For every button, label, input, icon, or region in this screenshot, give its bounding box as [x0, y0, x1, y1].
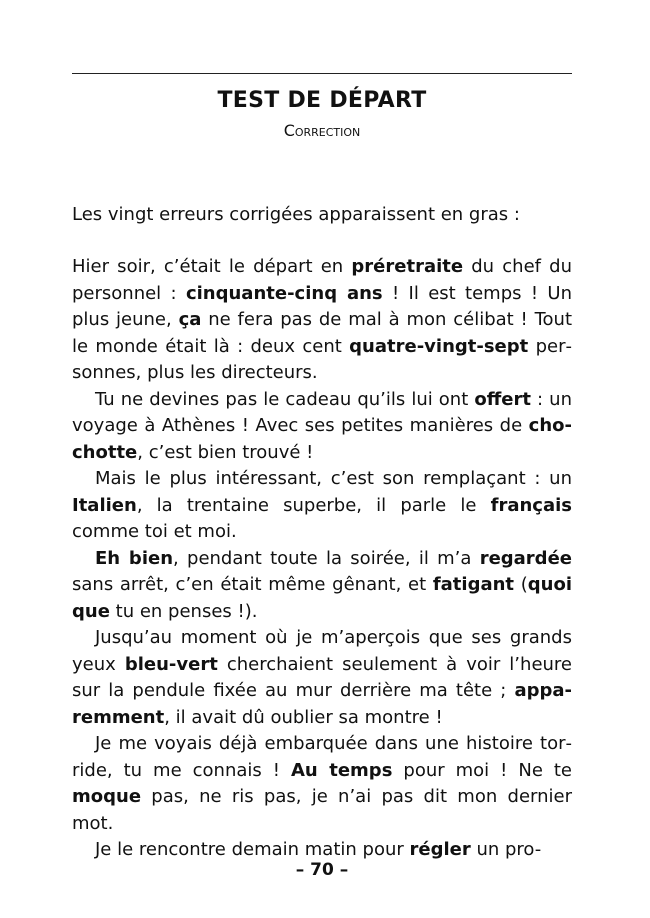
text-run: comme toi et moi. [72, 521, 237, 542]
corrected-word: quatre-vingt-sept [349, 335, 529, 357]
text-run: Tu ne devines pas le cadeau qu’ils lui ont [95, 388, 475, 410]
text-run: personnes, plus les directeurs. [72, 335, 572, 383]
corrected-word: français [490, 494, 572, 516]
body-text [72, 254, 572, 864]
text-run: , c’est bien trouvé ! [137, 441, 314, 463]
text-run: ! Il est temps ! Un plus jeune, [72, 282, 572, 330]
text-run: Jusqu’au moment où je m’aperçois que ses grands yeux [72, 627, 572, 675]
corrected-word: moque [72, 786, 142, 807]
text-run: pas, ne ris pas, je n’ai pas dit mon dernier mot. [72, 786, 572, 834]
corrected-word: Italien [72, 494, 137, 516]
text-run: , la trentaine superbe, il parle le [136, 494, 491, 516]
corrected-word: régler [409, 839, 471, 860]
text-run: Hier soir, c’était le départ en [72, 256, 352, 277]
top-rule [72, 73, 572, 74]
corrected-word: chochotte [72, 415, 572, 463]
text-run: tu en penses !). [109, 600, 258, 622]
paragraph [72, 387, 572, 467]
text-run: pour moi ! Ne te [392, 759, 573, 781]
corrected-word: offert [474, 388, 531, 410]
paragraph [72, 546, 572, 626]
text-run: Mais le plus intéressant, c’est son remplaçant : un [95, 468, 572, 489]
intro-text: Les vingt erreurs corrigées apparaissent en gras : [72, 204, 520, 225]
corrected-word: ça [178, 309, 202, 330]
text-run: ne fera pas de mal à mon célibat ! Tout le monde était là : deux cent [72, 309, 573, 357]
paragraph [72, 625, 572, 731]
text-run: cherchaient seulement à voir l’heure sur la pendule fixée au mur derrière ma tête ; [72, 653, 573, 701]
corrected-word: regardée [479, 547, 572, 569]
page-title: TEST DE DÉPART [217, 88, 427, 113]
corrected-word: quoi que [72, 574, 572, 622]
corrected-word: apparemment [72, 680, 572, 728]
text-run: , pendant toute la soirée, il m’a [173, 547, 480, 569]
text-run: ( [514, 574, 528, 595]
paragraph [72, 254, 572, 387]
corrected-word: préretraite [351, 256, 464, 277]
page-number: – 70 – [295, 860, 349, 880]
text-run: du chef du personnel : [72, 256, 572, 304]
corrected-word: cinquante-cinq ans [185, 282, 383, 304]
corrected-word: fatigant [432, 574, 515, 595]
text-run: sans arrêt, c’en était même gênant, et [72, 574, 433, 595]
text-run: , il avait dû oublier sa montre ! [164, 706, 443, 728]
corrected-word: Eh bien [95, 547, 174, 569]
paragraph [72, 731, 572, 837]
corrected-word: Au temps [290, 759, 393, 781]
text-run: : un voyage à Athènes ! Avec ses petites manières de [72, 388, 572, 436]
corrected-word: bleu-vert [124, 653, 218, 675]
paragraph [72, 466, 572, 546]
text-run: Je le rencontre demain matin pour [95, 839, 410, 860]
text-run: un pro- [470, 839, 542, 860]
text-run: Je me voyais déjà embarquée dans une histoire torride, tu me connais ! [72, 733, 572, 781]
page-subtitle: Correction [283, 121, 361, 140]
